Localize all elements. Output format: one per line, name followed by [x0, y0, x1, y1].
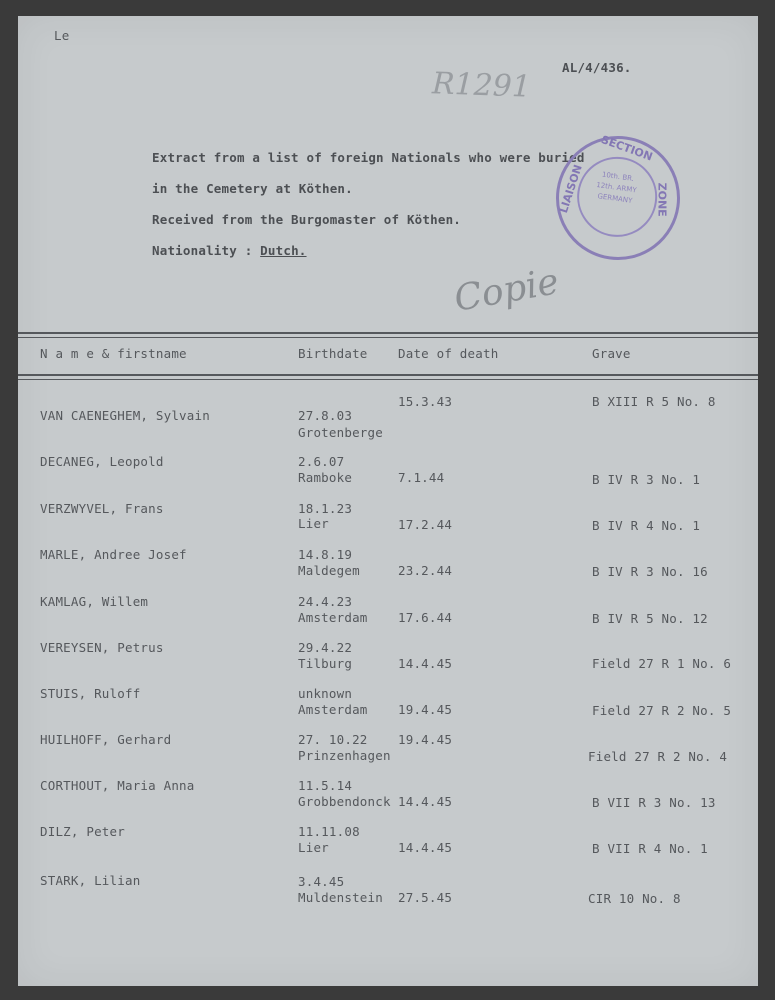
- row-5-death: 17.6.44: [398, 610, 453, 625]
- row-1-birthdate: 27.8.03: [298, 408, 353, 423]
- row-5-grave: B IV R 5 No. 12: [592, 611, 708, 626]
- row-11-birthplace: Muldenstein: [298, 890, 383, 905]
- row-9-death: 14.4.45: [398, 794, 453, 809]
- column-header-grave: Grave: [592, 346, 631, 361]
- row-9-grave: B VII R 3 No. 13: [592, 795, 716, 810]
- stamp-center-line-1: 10th. BR.: [601, 170, 635, 183]
- liaison-stamp: [548, 128, 688, 268]
- row-9-birthplace: Grobbendonck: [298, 794, 391, 809]
- handwritten-reference: R1291: [431, 66, 532, 105]
- table-top-rule: [18, 332, 758, 334]
- row-1-death: 15.3.43: [398, 394, 453, 409]
- row-11-name: STARK, Lilian: [40, 873, 141, 888]
- row-3-death: 17.2.44: [398, 517, 453, 532]
- row-10-birthplace: Lier: [298, 840, 329, 855]
- row-11-death: 27.5.45: [398, 890, 453, 905]
- row-1-grave: B XIII R 5 No. 8: [592, 394, 716, 409]
- row-2-death: 7.1.44: [398, 470, 445, 485]
- row-10-grave: B VII R 4 No. 1: [592, 841, 708, 856]
- row-5-birthdate: 24.4.23: [298, 594, 353, 609]
- row-2-birthdate: 2.6.07: [298, 454, 345, 469]
- nationality-line: [152, 243, 307, 258]
- intro-line-1: Extract from a list of foreign Nationals who were buried: [152, 150, 585, 165]
- column-header-birthdate: Birthdate: [298, 346, 368, 361]
- row-2-grave: B IV R 3 No. 1: [592, 472, 701, 487]
- table-top-rule-2: [18, 337, 758, 338]
- row-6-name: VEREYSEN, Petrus: [40, 640, 164, 655]
- row-4-grave: B IV R 3 No. 16: [592, 564, 708, 579]
- row-7-birthplace: Amsterdam: [298, 702, 368, 717]
- intro-line-3: Received from the Burgomaster of Köthen.: [152, 212, 462, 227]
- column-header-death: Date of death: [398, 346, 499, 361]
- row-3-grave: B IV R 4 No. 1: [592, 518, 701, 533]
- column-header-name: N a m e & firstname: [40, 346, 187, 361]
- row-7-birthdate: unknown: [298, 686, 353, 701]
- stamp-center-line-3: GERMANY: [596, 192, 633, 205]
- row-6-birthdate: 29.4.22: [298, 640, 353, 655]
- row-7-name: STUIS, Ruloff: [40, 686, 141, 701]
- row-5-birthplace: Amsterdam: [298, 610, 368, 625]
- author-initials: Le: [54, 28, 70, 43]
- nationality-value: Dutch.: [260, 243, 307, 258]
- row-10-birthdate: 11.11.08: [298, 824, 360, 839]
- stamp-left-text: LIAISON: [556, 162, 585, 215]
- row-9-name: CORTHOUT, Maria Anna: [40, 778, 195, 793]
- row-3-birthdate: 18.1.23: [298, 501, 353, 516]
- row-6-grave: Field 27 R 1 No. 6: [592, 656, 732, 671]
- nationality-label: Nationality :: [152, 243, 253, 258]
- handwritten-copie: Copie: [451, 261, 562, 320]
- stamp-top-text: SECTION: [599, 132, 655, 164]
- intro-line-2: in the Cemetery at Köthen.: [152, 181, 353, 196]
- row-8-death: 19.4.45: [398, 732, 453, 747]
- row-3-birthplace: Lier: [298, 516, 329, 531]
- row-1-name: VAN CAENEGHEM, Sylvain: [40, 408, 210, 423]
- row-6-birthplace: Tilburg: [298, 656, 353, 671]
- row-8-name: HUILHOFF, Gerhard: [40, 732, 172, 747]
- row-3-name: VERZWYVEL, Frans: [40, 501, 164, 516]
- row-1-birthplace: Grotenberge: [298, 425, 383, 440]
- row-8-birthdate: 27. 10.22: [298, 732, 368, 747]
- row-7-death: 19.4.45: [398, 702, 453, 717]
- row-5-name: KAMLAG, Willem: [40, 594, 149, 609]
- row-4-death: 23.2.44: [398, 563, 453, 578]
- row-2-birthplace: Ramboke: [298, 470, 353, 485]
- row-4-birthplace: Maldegem: [298, 563, 360, 578]
- row-9-birthdate: 11.5.14: [298, 778, 353, 793]
- row-6-death: 14.4.45: [398, 656, 453, 671]
- row-11-birthdate: 3.4.45: [298, 874, 345, 889]
- stamp-right-text: ZONE: [655, 182, 669, 217]
- row-8-grave: Field 27 R 2 No. 4: [588, 749, 728, 764]
- row-10-death: 14.4.45: [398, 840, 453, 855]
- row-11-grave: CIR 10 No. 8: [588, 891, 681, 906]
- row-4-birthdate: 14.8.19: [298, 547, 353, 562]
- stamp-center-line-2: 12th. ARMY: [595, 180, 638, 195]
- row-8-birthplace: Prinzenhagen: [298, 748, 391, 763]
- document-page: [18, 16, 758, 986]
- row-10-name: DILZ, Peter: [40, 824, 125, 839]
- table-header-rule: [18, 374, 758, 376]
- row-2-name: DECANEG, Leopold: [40, 454, 164, 469]
- document-reference: AL/4/436.: [562, 60, 632, 75]
- table-header-rule-2: [18, 379, 758, 380]
- row-7-grave: Field 27 R 2 No. 5: [592, 703, 732, 718]
- row-4-name: MARLE, Andree Josef: [40, 547, 187, 562]
